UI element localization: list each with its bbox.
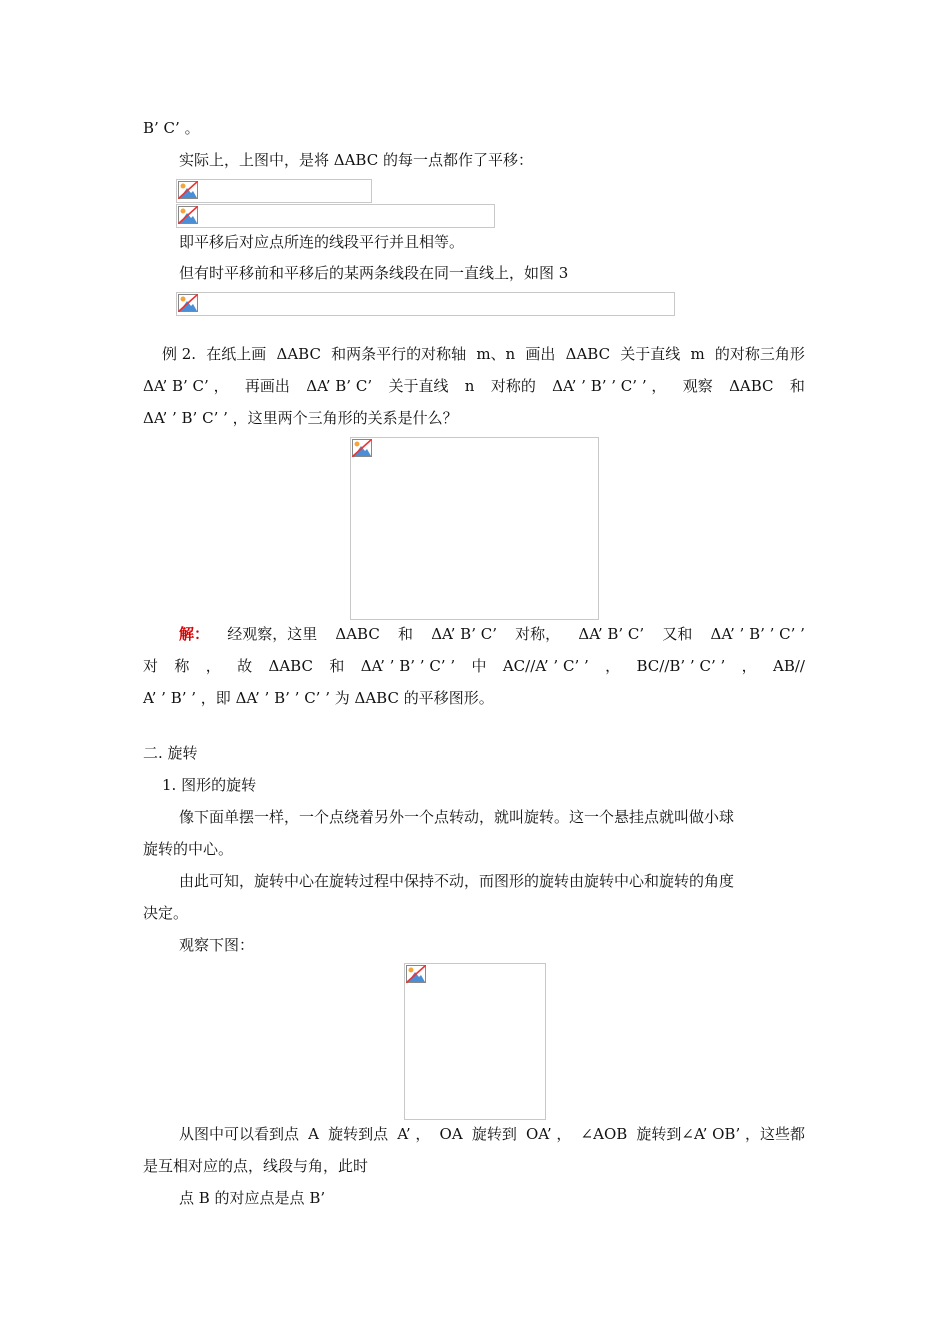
word: 和: [329, 657, 345, 675]
word: ΔA’ B’ C’ ，: [143, 377, 229, 395]
word: 旋转到点: [328, 1125, 389, 1143]
broken-image-icon: [352, 439, 372, 457]
word: 关于直线: [620, 345, 681, 363]
solution-line-1: [179, 624, 805, 644]
image-placeholder: [176, 179, 372, 203]
text-line-justified: [179, 1124, 805, 1144]
word: ΔA’ B’ C’: [306, 377, 373, 395]
word: AC//A’ ’ C’ ’: [502, 657, 589, 675]
word: OA’ ，: [525, 1125, 572, 1143]
text-line: 像下面单摆一样，一个点绕着另外一个点转动，就叫旋转。这一个悬挂点就叫做小球: [179, 808, 735, 826]
text-line: 是互相对应的点，线段与角，此时: [143, 1157, 369, 1175]
word: 故: [237, 657, 253, 675]
image-placeholder: [350, 437, 599, 620]
text-line: 实际上，上图中，是将 ΔABC 的每一点都作了平移：: [179, 151, 533, 169]
word: ΔA’ ’ B’ ’ C’ ’ ，: [552, 377, 667, 395]
word: AB//: [772, 657, 805, 675]
word: 对: [143, 657, 159, 675]
word: ，: [205, 657, 221, 675]
text-line: 但有时平移前和平移后的某两条线段在同一直线上，如图 3: [179, 264, 569, 282]
word: 再画出: [244, 377, 290, 395]
word: ΔABC: [335, 625, 380, 643]
word: ΔABC: [729, 377, 774, 395]
word: 又和: [662, 625, 693, 643]
word: ΔA’ B’ C’: [431, 625, 497, 643]
word: ΔA’ B’ C’: [578, 625, 645, 643]
example-2-line-3: ΔA’ ’ B’ C’ ’ ，这里两个三角形的关系是什么？: [143, 409, 458, 427]
word: 观察: [682, 377, 713, 395]
solution-line-2: [143, 656, 805, 676]
broken-image-icon: [178, 181, 198, 199]
word: 关于直线: [388, 377, 449, 395]
word: m、n: [476, 345, 516, 363]
word: 对称，: [515, 625, 561, 643]
word: m: [690, 345, 705, 363]
word: ΔA’ ’ B’ ’ C’ ’: [360, 657, 456, 675]
text-line: 即平移后对应点所连的线段平行并且相等。: [179, 233, 465, 251]
word: ∠AOB: [580, 1125, 628, 1143]
word: 对称的: [490, 377, 536, 395]
word: ，: [741, 657, 757, 675]
text-line: 点 B 的对应点是点 B’: [179, 1189, 326, 1207]
broken-image-icon: [178, 294, 198, 312]
word: A’ ，: [397, 1125, 431, 1143]
example-2-line-1: [162, 344, 805, 364]
example-2-line-2: [143, 376, 805, 396]
word: 和两条平行的对称轴: [331, 345, 467, 363]
text-line: 由此可知，旋转中心在旋转过程中保持不动，而图形的旋转由旋转中心和旋转的角度: [179, 872, 735, 890]
word: 和: [789, 377, 805, 395]
text-line: 旋转的中心。: [143, 840, 234, 858]
word: 中: [471, 657, 487, 675]
word: ΔABC: [268, 657, 313, 675]
word: n: [464, 377, 475, 395]
word: 的对称三角形: [714, 345, 805, 363]
solution-line-3: A’ ’ B’ ’ ，即 ΔA’ ’ B’ ’ C’ ’ 为 ΔABC 的平移图形。: [143, 689, 494, 707]
text-line: 观察下图：: [179, 936, 255, 954]
solution-label: 解：: [179, 625, 210, 643]
broken-image-icon: [178, 206, 198, 224]
word: ΔABC: [565, 345, 611, 363]
word: 旋转到: [471, 1125, 517, 1143]
image-placeholder: [404, 963, 546, 1120]
subsection-heading: 1. 图形的旋转: [162, 776, 257, 794]
text-line: B’ C’ 。: [143, 119, 200, 137]
word: ΔA’ ’ B’ ’ C’ ’: [710, 625, 805, 643]
word: BC//B’ ’ C’ ’: [636, 657, 726, 675]
word: 从图中可以看到点: [179, 1125, 300, 1143]
word: 经观察，这里: [227, 625, 318, 643]
word: 称: [174, 657, 190, 675]
word: 画出: [525, 345, 556, 363]
word: ΔABC: [276, 345, 321, 363]
word: 在纸上画: [206, 345, 267, 363]
broken-image-icon: [406, 965, 426, 983]
word: 和: [398, 625, 414, 643]
section-heading: 二. 旋转: [143, 744, 198, 762]
word: 旋转到∠A’ OB’ ，这些都: [636, 1125, 805, 1143]
word: OA: [439, 1125, 463, 1143]
word: 例 2.: [162, 345, 197, 363]
image-placeholder: [176, 292, 675, 316]
text-line: 决定。: [143, 904, 189, 922]
image-placeholder: [176, 204, 495, 228]
word: ，: [605, 657, 621, 675]
word: A: [308, 1125, 319, 1143]
